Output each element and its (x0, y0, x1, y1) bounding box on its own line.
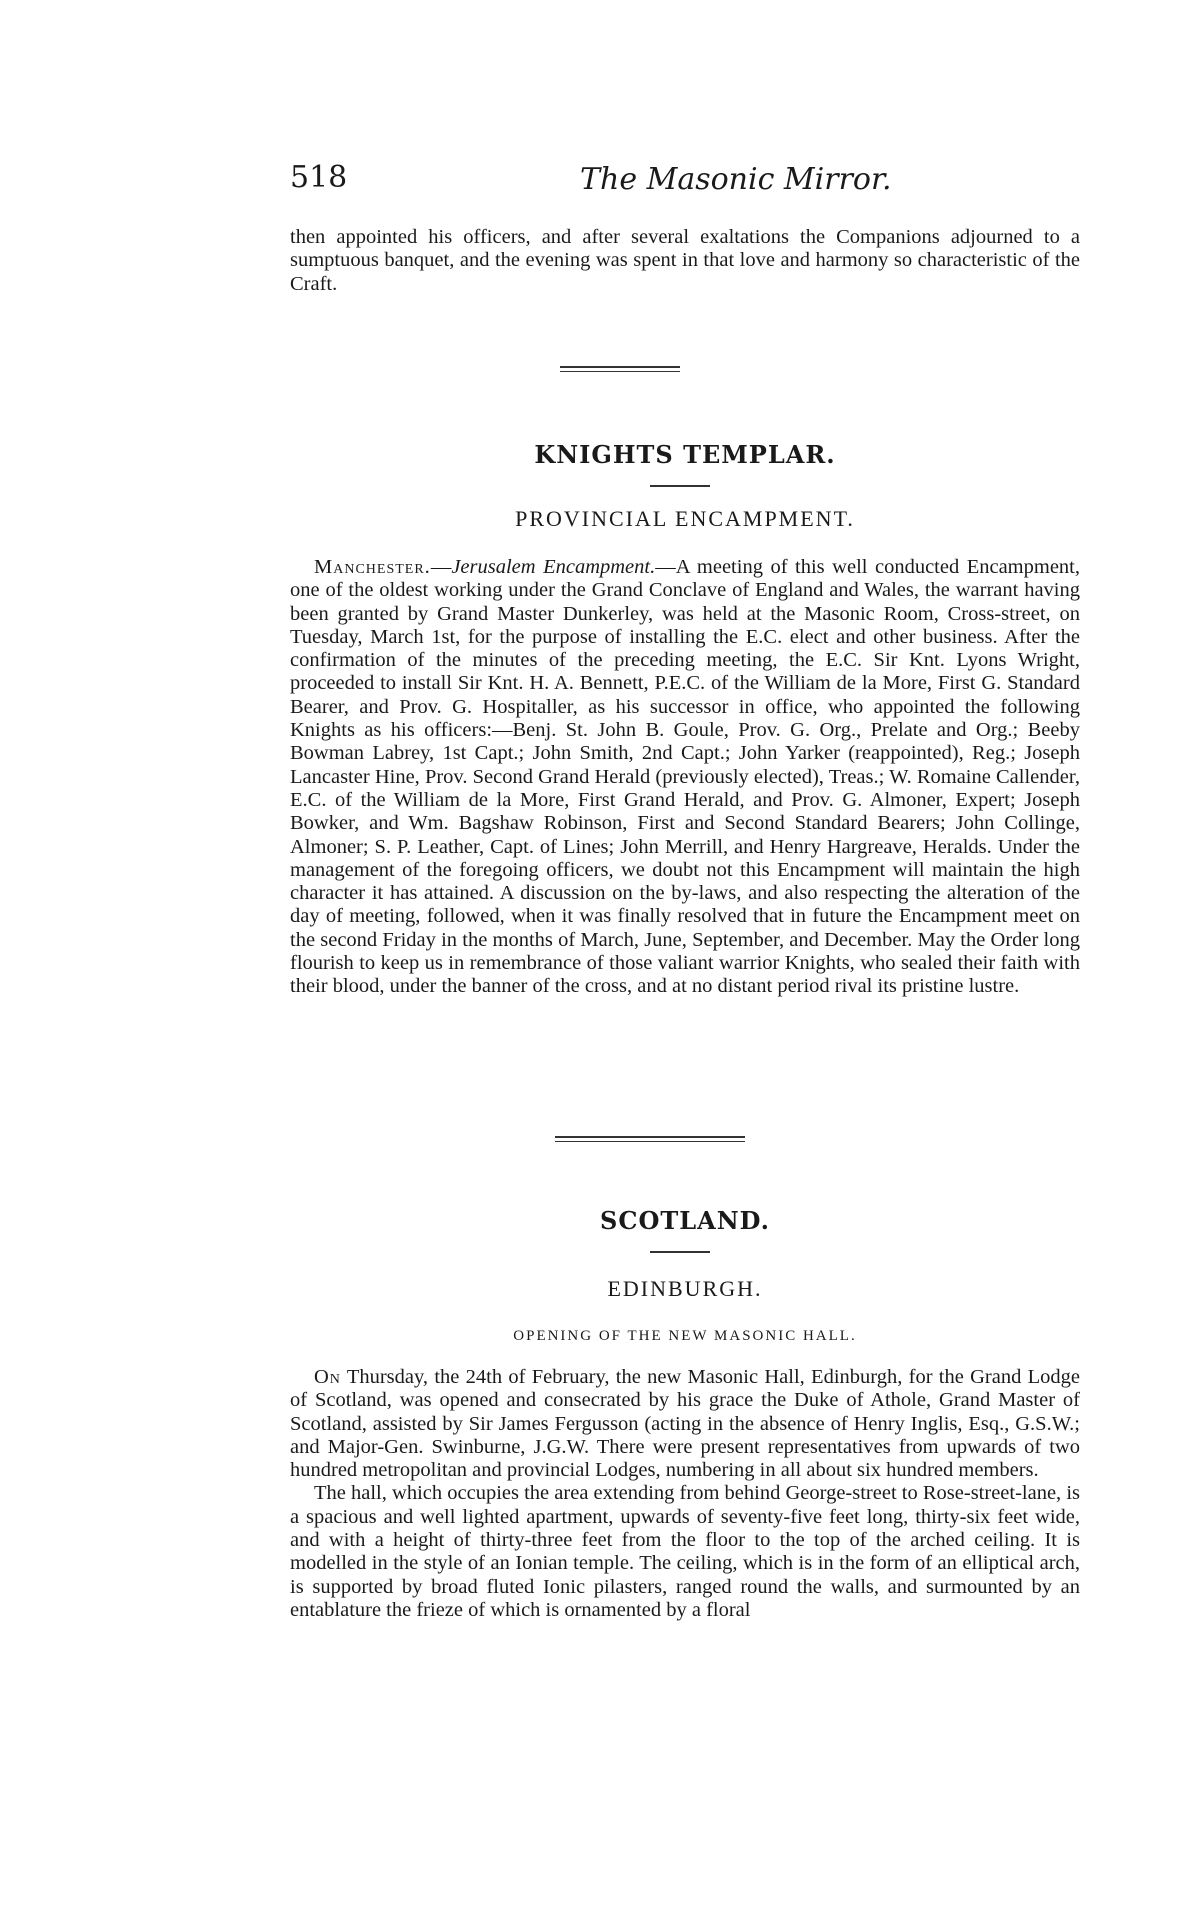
heading-rule-2 (650, 1251, 710, 1253)
section-divider-2 (555, 1136, 745, 1142)
knights-templar-heading: KNIGHTS TEMPLAR. (534, 440, 836, 469)
provincial-encampment-subheading: PROVINCIAL ENCAMPMENT. (515, 506, 855, 531)
scotland-article (290, 1366, 1080, 1622)
page-header (290, 160, 1080, 220)
knights-templar-paragraph: Manchester.—Jerusalem Encampment.—A meeting of this well conducted Encampment, one of the oldest working under the Grand Conclave of England and Wales, the warrant having been granted by Grand Master Dunkerley, was held at the Masonic Room, Cross-street, on Tuesday, March 1st, for the purpose of installing the E.C. elect and other business. After the confirmation of the minutes of the preceding meeting, the E.C. Sir Knt. Lyons Wright, proceeded to install Sir Knt. H. A. Bennett, P.E.C. of the William de la More, First G. Standard Bearer, and Prov. G. Hospitaller, as his successor in office, who appointed the following Knights as his officers:—Benj. St. John B. Goule, Prov. G. Org., Prelate and Org.; Beeby Bowman Labrey, 1st Capt.; John Smith, 2nd Capt.; John Yarker (reappointed), Reg.; Joseph Lancaster Hine, Prov. Second Grand Herald (previously elected), Treas.; W. Romaine Callender, E.C. of the William de la More, First Grand Herald, and Prov. G. Almoner, Expert; Joseph Bowker, and Wm. Bagshaw Robinson, First and Second Standard Bearers; John Collinge, Almoner; S. P. Leather, Capt. of Lines; John Merrill, and Henry Hargreave, Heralds. Under the management of the foregoing officers, we doubt not this Encampment will maintain the high character it has attained. A discussion on the by-laws, and also respecting the alteration of the day of meeting, followed, when it was finally resolved that in future the Encampment meet on the second Friday in the months of March, June, September, and December. May the Order long flourish to keep us in remembrance of those valiant warrior Knights, who sealed their faith with their blood, under the banner of the cross, and at no distant period rival its pristine lustre. (290, 556, 1080, 998)
edinburgh-subheading: EDINBURGH. (607, 1276, 763, 1301)
knights-templar-body: A meeting of this well conducted Encampment, one of the oldest working under the Grand Conclave of England and Wales, the warrant having been granted by Grand Master Dunkerley, was held at the Masonic Room, Cross-street, on Tuesday, March 1st, for the purpose of installing the E.C. elect and other business. After the confirmation of the minutes of the preceding meeting, the E.C. Sir Knt. Lyons Wright, proceeded to install Sir Knt. H. A. Bennett, P.E.C. of the William de la More, First G. Standard Bearer, and Prov. G. Hospitaller, as his successor in office, who appointed the following Knights as his officers:—Benj. St. John B. Goule, Prov. G. Org., Prelate and Org.; Beeby Bowman Labrey, 1st Capt.; John Smith, 2nd Capt.; John Yarker (reappointed), Reg.; Joseph Lancaster Hine, Prov. Second Grand Herald (previously elected), Treas.; W. Romaine Callender, E.C. of the William de la More, First Grand Herald, and Prov. G. Almoner, Expert; Joseph Bowker, and Wm. Bagshaw Robinson, First and Second Standard Bearers; John Collinge, Almoner; S. P. Leather, Capt. of Lines; John Merrill, and Henry Hargreave, Heralds. Under the management of the foregoing officers, we doubt not this Encampment will maintain the high character it has attained. A discussion on the by-laws, and also respecting the alteration of the day of meeting, followed, when it was finally resolved that in future the Encampment meet on the second Friday in the months of March, June, September, and December. May the Order long flourish to keep us in remembrance of those valiant warrior Knights, who sealed their faith with their blood, under the banner of the cross, and at no distant period rival its pristine lustre. (290, 556, 1080, 998)
opening-paragraph-text: then appointed his officers, and after several exaltations the Companions adjourned to a sumptuous banquet, and the evening was spent in that love and harmony so characteristic of the Craft. (290, 226, 1080, 295)
knights-templar-article (290, 556, 1080, 999)
scotland-paragraph-2: The hall, which occupies the area extending from behind George-street to Rose-street-lane, is a spacious and well lighted apartment, upwards of seventy-five feet long, thirty-six feet wide, and with a height of thirty-three feet from the floor to the top of the arched ceiling. It is modelled in the style of an Ionian temple. The ceiling, which is in the form of an elliptical arch, is supported by broad fluted Ionic pilasters, ranged round the walls, and surmounted by an entablature the frieze of which is ornamented by a floral (290, 1482, 1080, 1621)
scotland-paragraph-1 (290, 1366, 1080, 1482)
section-divider-1 (560, 366, 680, 372)
place-lead: Manchester. (314, 556, 431, 578)
encampment-name: Jerusalem Encampment. (451, 556, 656, 578)
heading-rule-1 (650, 485, 710, 487)
scotland-lead: On (314, 1366, 341, 1388)
page-number: 518 (290, 160, 348, 195)
opening-paragraph (290, 226, 1080, 296)
running-title: The Masonic Mirror. (580, 162, 892, 197)
scotland-heading: SCOTLAND. (600, 1206, 770, 1235)
scotland-paragraph-1-text: Thursday, the 24th of February, the new Masonic Hall, Edinburgh, for the Grand Lodge of Scotland, was opened and consecrated by his grace the Duke of Athole, Grand Master of Scotland, assisted by Sir James Fergusson (acting in the absence of Henry Inglis, Esq., G.S.W.; and Major-Gen. Swinburne, J.G.W. There were present representatives from upwards of two hundred metropolitan and provincial Lodges, numbering in all about six hundred members. (290, 1366, 1080, 1482)
opening-hall-heading: OPENING OF THE NEW MASONIC HALL. (513, 1328, 857, 1344)
